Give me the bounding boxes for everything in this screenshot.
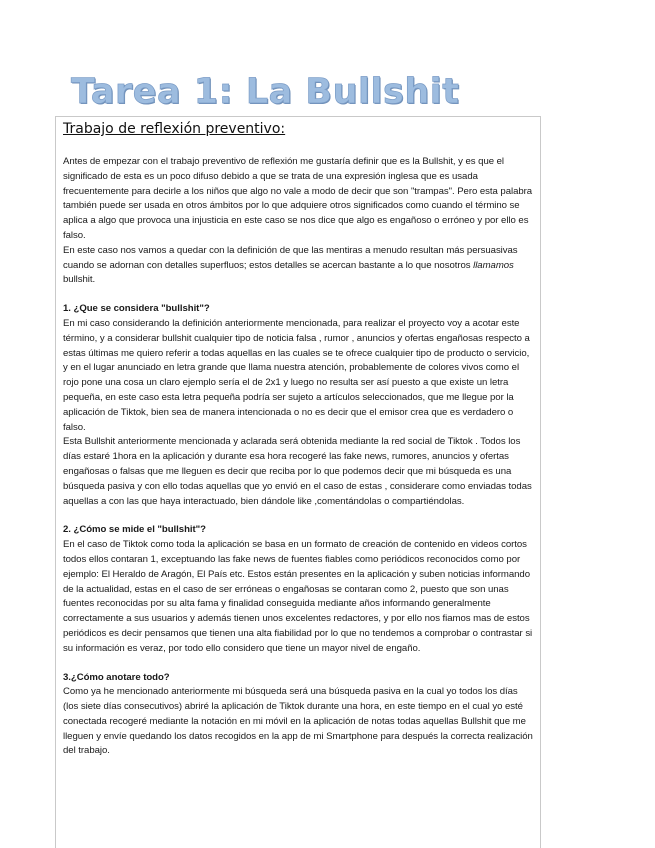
intro-paragraph-2 [63,244,535,288]
intro-paragraph: Antes de empezar con el trabajo preventivo de reflexión me gustaría definir que es la Bullshit, y es que el significado de esta es un poco difuso debido a que se trata de una expresión inglesa que es usada frecuentemente para decirle a los niños que algo no vale a modo de decir que son "trampas". Pero esta palabra también puede ser usada en otros ámbitos por lo que adquiere otros significados como cuando el término se aplica a algo que provoca una injusticia en este caso se nos dice que algo es engañoso o erróneo y por ello es falso. [63,156,533,241]
section-2-paragraph: En el caso de Tiktok como toda la aplicación se basa en un formato de creación de contenido en videos cortos todos ellos contaran 1, exceptuando las fake news de fuentes fiables como periódicos reconocidos como por ejemplo: El Heraldo de Aragón, El País etc. Estos están presentes en la aplicación y suben noticias informando de la actualidad, estas en el caso de ser erróneas o engañosas se contaran como 2, puesto que son unas fuentes reconocidas por su alta fama y finalidad conseguida mediante años informando generalmente correctamente a sus usuarios y además tienen unos excelentes redactores, y por ello nos fiamos mas de estos periódicos es decir pensamos que tienen una alta fiabilidad por lo que no tendemos a comprobar o contrastar si su información es veraz, por todo ello considero que tiene un mayor nivel de engaño. [63,539,533,654]
section-3-paragraph: Como ya he mencionado anteriormente mi búsqueda será una búsqueda pasiva en la cual yo todos los días (los siete días consecutivos) abriré la aplicación de Tiktok durante una hora, en este tiempo en el cual yo esté conectada recogeré mediante la notación en mi móvil en la aplicación de notas todas aquellas Bullshit que me lleguen y envíe quedando los datos recogidos en la app de mi Smartphone para después la correcta realización del trabajo. [63,686,533,757]
section-heading-3: 3.¿Cómo anotare todo? [63,671,170,683]
document-title: Tarea 1: La Bullshit [71,72,460,112]
document-body [63,155,535,759]
intro2-emphasis: llamamos [473,259,514,271]
spacer [63,509,535,523]
spacer [63,288,535,302]
section-1-paragraph: Esta Bullshit anteriormente mencionada y aclarada será obtenida mediante la red social de Tiktok . Todos los días estaré 1hora en la aplicación y durante esa hora recogeré las fake news, rumores, anuncios y ofertas engañosas o falsas que me lleguen es decir que reciba por lo que podemos decir que mi búsqueda es una búsqueda pasiva y con ello todas aquellas que yo envió en el caso de estas , considerare como enviadas todas aquellas a con las que haya interactuado, bien dándole like ,comentándolas o compartiéndolas. [63,436,532,507]
section-heading-1: 1. ¿Que se considera "bullshit"? [63,303,210,315]
spacer [63,657,535,671]
section-heading-2: 2. ¿Cómo se mide el "bullshit"? [63,524,206,536]
document-subtitle: Trabajo de reflexión preventivo: [63,121,286,137]
intro2-text: En este caso nos vamos a quedar con la definición de que las mentiras a menudo resultan más persuasivas cuando se adornan con detalles superfluos; estos detalles se acercan bastante a lo que nosotros [63,244,518,271]
section-1-paragraph: En mi caso considerando la definición anteriormente mencionada, para realizar el proyecto voy a acotar este término, y a considerar bullshit cualquier tipo de noticia falsa , rumor , anuncios y ofertas engañosas respecto a estas últimas me quiero referir a todas aquellas en las cuales se te ofrece cualquier tipo de producto o servicio, y en el lugar anunciado en letra grande que llama nuestra atención, probablemente de colores vivos como el rojo pone una cosa un claro ejemplo sería el de 2x1 y luego no resulta ser así puesto a que existe un letra pequeña, en este caso esta letra pequeña podría ser sujeto a artículos seleccionados, que me llegue por la aplicación de Tiktok, bien sea de manera intencionada o no es decir que el emisor crea que es verdadero o falso. [63,317,530,433]
intro2-text-end: bullshit. [63,274,96,286]
